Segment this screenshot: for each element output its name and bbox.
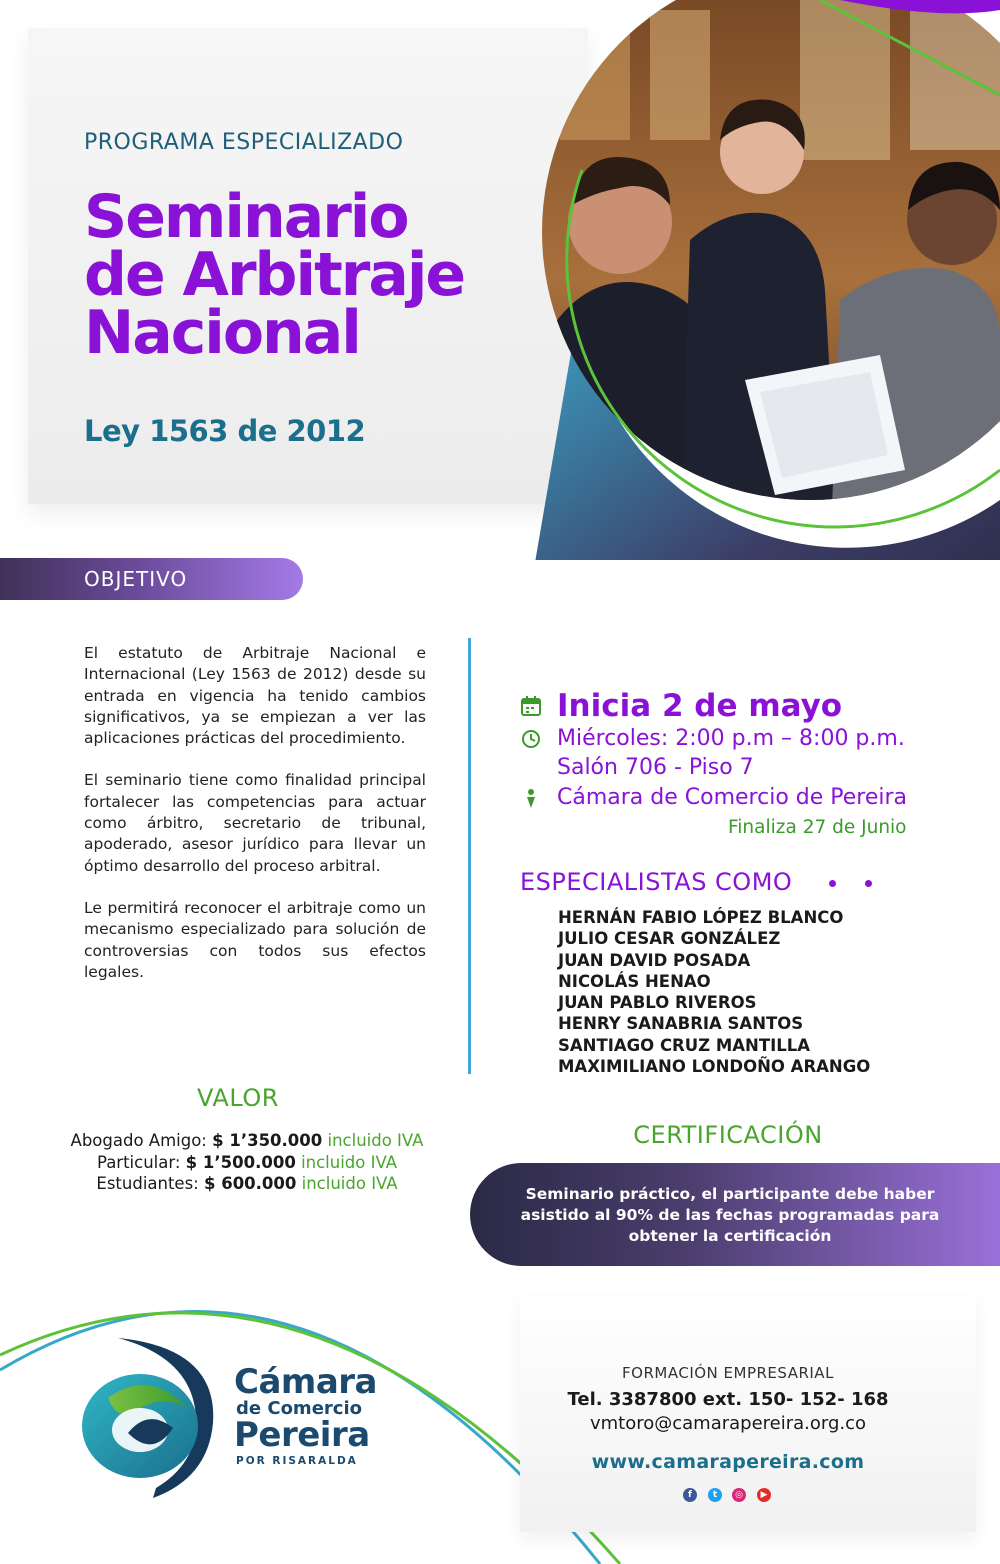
phone-number[interactable]: Tel. 3387800 ext. 150- 152- 168: [567, 1389, 889, 1410]
price-row: [0, 1152, 494, 1174]
price-row: [0, 1173, 494, 1195]
specialist-name: NICOLÁS HENAO: [558, 971, 711, 991]
column-divider: [468, 638, 471, 1074]
venue-text: Cámara de Comercio de Pereira: [557, 785, 908, 810]
calendar-icon: [520, 695, 542, 717]
location-pin-icon: [520, 787, 542, 809]
price-amount: $ 600.000: [204, 1174, 297, 1193]
specialist-name: JUAN PABLO RIVEROS: [558, 993, 757, 1013]
specialist-name: HERNÁN FABIO LÓPEZ BLANCO: [558, 908, 844, 927]
objective-paragraph: El seminario tiene como finalidad principal fortalecer las competencias para actuar como árbitro, secretario de tribunal, apoderado, asesor jurídico para llevar un óptimo desarrollo del proceso arbitral.: [84, 771, 426, 875]
specialist-name: SANTIAGO CRUZ MANTILLA: [558, 1035, 811, 1055]
clock-icon: [520, 728, 542, 750]
start-date: [520, 688, 842, 724]
price-row: [0, 1130, 494, 1152]
objective-paragraph: El estatuto de Arbitraje Nacional e Internacional (Ley 1563 de 2012) desde su entrada en vigencia ha tenido cambios significativos, ya se empiezan a ver las aplicaciones prácticas del procedimiento.: [84, 644, 426, 748]
decorative-dot-icon: [865, 880, 872, 887]
price-label: Estudiantes:: [96, 1174, 199, 1193]
pricing-title: VALOR: [197, 1084, 279, 1112]
certification-title: CERTIFICACIÓN: [633, 1121, 823, 1149]
decorative-dot-icon: [829, 880, 836, 887]
title-line-1: Seminario: [84, 182, 408, 252]
objective-label: OBJETIVO: [84, 567, 188, 591]
schedule-time: [520, 726, 905, 751]
brand-tagline: POR RISARALDA: [236, 1455, 358, 1467]
pricing-list: [0, 1130, 494, 1195]
price-tax-note: incluido IVA: [301, 1152, 398, 1172]
page-title: [84, 182, 465, 368]
price-label: Particular:: [96, 1152, 181, 1172]
specialists-list: [558, 907, 870, 1077]
email-address[interactable]: vmtoro@camarapereira.org.co: [589, 1413, 867, 1434]
price-tax-note: incluido IVA: [301, 1174, 398, 1193]
title-line-3: Nacional: [84, 298, 360, 368]
twitter-icon[interactable]: t: [708, 1488, 722, 1502]
law-reference: Ley 1563 de 2012: [84, 414, 366, 448]
title-line-2: de Arbitraje: [84, 240, 465, 310]
objective-label-pill: [0, 558, 303, 600]
department-label: FORMACIÓN EMPRESARIAL: [622, 1364, 834, 1382]
brand-name-line2: de Comercio: [236, 1398, 362, 1419]
website-link[interactable]: www.camarapereira.com: [591, 1451, 865, 1473]
objective-text: [84, 643, 426, 1004]
program-kicker: PROGRAMA ESPECIALIZADO: [84, 130, 404, 155]
chamber-logo-icon: [78, 1338, 218, 1503]
specialists-title: ESPECIALISTAS COMO: [520, 868, 793, 896]
youtube-icon[interactable]: ▶: [757, 1488, 771, 1502]
certification-text: Seminario práctico, el participante debe haber asistido al 90% de las fechas programadas para obtener la certificación: [520, 1185, 940, 1245]
brand-name-line3: Pereira: [234, 1415, 370, 1455]
price-amount: $ 1’350.000: [212, 1131, 323, 1150]
start-date-text: Inicia 2 de mayo: [557, 688, 843, 724]
instagram-icon[interactable]: ◎: [732, 1488, 746, 1502]
price-amount: $ 1’500.000: [185, 1152, 296, 1172]
specialist-name: JUAN DAVID POSADA: [558, 950, 751, 970]
facebook-icon[interactable]: f: [683, 1488, 697, 1502]
specialist-name: HENRY SANABRIA SANTOS: [558, 1014, 804, 1034]
specialist-name: JULIO CESAR GONZÁLEZ: [558, 929, 781, 949]
price-tax-note: incluido IVA: [327, 1131, 424, 1150]
price-label: Abogado Amigo:: [70, 1131, 207, 1150]
hero-photo: [520, 0, 1000, 560]
objective-paragraph: Le permitirá reconocer el arbitraje como un mecanismo especializado para solución de controversias con todos sus efectos legales.: [84, 898, 426, 981]
room-location: Salón 706 - Piso 7: [557, 755, 754, 780]
schedule-time-text: Miércoles: 2:00 p.m – 8:00 p.m.: [557, 726, 905, 751]
venue: [520, 785, 907, 810]
brand-name-line1: Cámara: [234, 1362, 377, 1402]
end-date: Finaliza 27 de Junio: [728, 817, 907, 838]
specialist-name: MAXIMILIANO LONDOÑO ARANGO: [558, 1057, 871, 1077]
